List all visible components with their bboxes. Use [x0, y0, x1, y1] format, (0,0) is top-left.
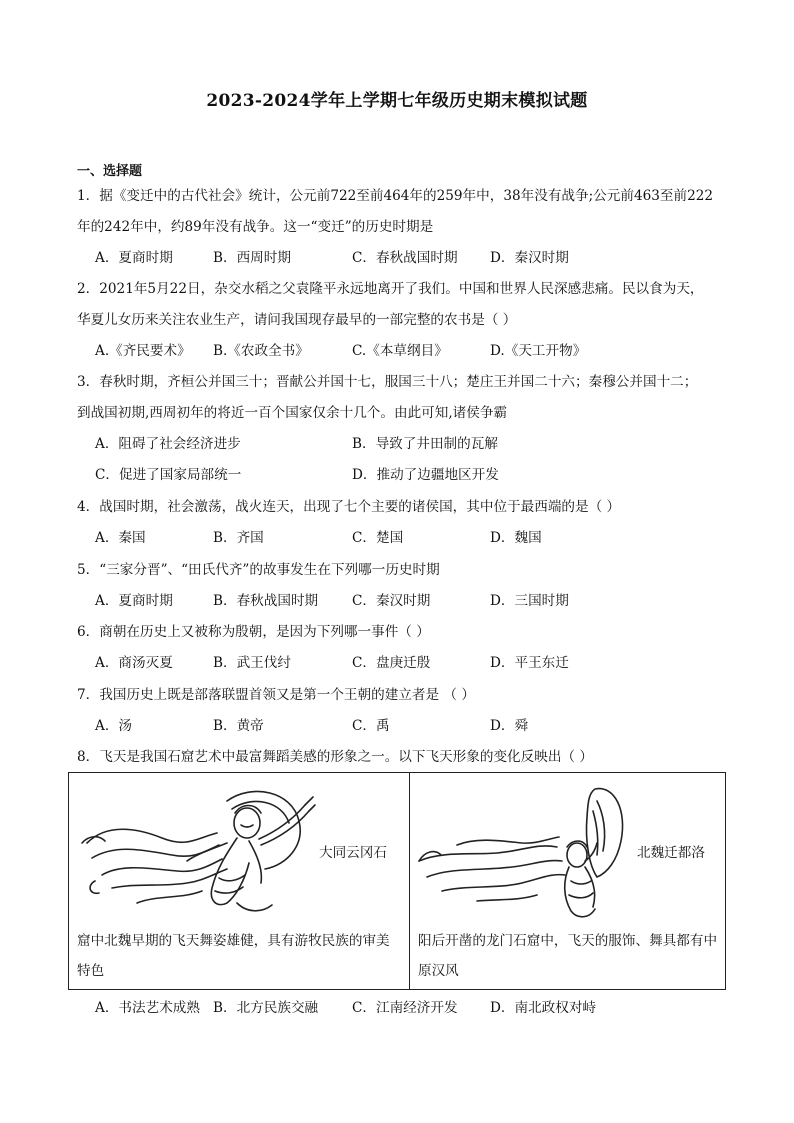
left-figure-label: 大同云冈石 [319, 845, 387, 861]
q5-line-1: 5．“三家分晋”、“田氏代齐”的故事发生在下列哪一历史时期 [77, 562, 440, 578]
q6-option-b: B．武王伐纣 [213, 655, 291, 671]
q3-option-a: A．阻碍了社会经济进步 [95, 436, 241, 452]
q5-option-b: B．春秋战国时期 [213, 593, 319, 609]
q8-option-c: C．江南经济开发 [352, 1000, 458, 1016]
q8-line-1: 8．飞天是我国石窟艺术中最富舞蹈美感的形象之一。以下飞天形象的变化反映出（ ） [77, 749, 593, 765]
q6-line-1: 6．商朝在历史上又被称为殷朝，是因为下列哪一事件（ ） [77, 624, 430, 640]
q5-option-c: C．秦汉时期 [352, 593, 431, 609]
q7-line-1: 7．我国历史上既是部落联盟首领又是第一个王朝的建立者是 （ ） [77, 687, 475, 703]
page-title: 2023-2024学年上学期七年级历史期末模拟试题 [206, 91, 588, 111]
q6-option-a: A．商汤灭夏 [95, 655, 173, 671]
q7-option-a: A．汤 [95, 718, 133, 734]
q1-line-2: 年的242年中，约89年没有战争。这一“变迁”的历史时期是 [77, 219, 434, 235]
apsara-figure-table [68, 772, 726, 990]
q6-option-c: C．盘庚迁殷 [352, 655, 431, 671]
q4-option-a: A．秦国 [95, 530, 146, 546]
q1-option-d: D．秦汉时期 [490, 250, 569, 266]
q2-line-2: 华夏儿女历来关注农业生产，请问我国现存最早的一部完整的农书是（ ） [77, 312, 517, 328]
section-heading: 一、选择题 [77, 164, 143, 179]
q8-option-a: A．书法艺术成熟 [95, 1000, 200, 1016]
right-figure-label: 北魏迁都洛 [637, 845, 705, 861]
q8-option-b: B．北方民族交融 [213, 1000, 319, 1016]
left-caption-line-2: 特色 [77, 963, 105, 979]
q8-option-d: D．南北政权对峙 [490, 1000, 597, 1016]
q2-line-1: 2．2021年5月22日，杂交水稻之父袁隆平永远地离开了我们。中国和世界人民深感悲痛。民以食为天， [77, 281, 704, 297]
q2-option-b: B.《农政全书》 [213, 343, 309, 359]
q4-option-b: B．齐国 [213, 530, 264, 546]
q2-option-a: A.《齐民要术》 [95, 343, 191, 359]
q7-option-b: B．黄帝 [213, 718, 264, 734]
right-caption-line-1: 阳后开凿的龙门石窟中，飞天的服饰、舞具都有中 [418, 933, 718, 949]
q3-option-c: C．促进了国家局部统一 [95, 467, 242, 483]
q3-option-d: D．推动了边疆地区开发 [352, 467, 499, 483]
q1-option-a: A．夏商时期 [95, 250, 173, 266]
q3-line-1: 3．春秋时期，齐桓公并国三十；晋献公并国十七，服国三十八；楚庄王并国二十六；秦穆公并国十二； [77, 374, 698, 390]
left-caption-line-1: 窟中北魏早期的飞天舞姿雄健，具有游牧民族的审美 [77, 933, 390, 949]
q1-line-1: 1．据《变迁中的古代社会》统计，公元前722至前464年的259年中，38年没有战争;公元前463至前222 [77, 188, 714, 204]
q2-option-d: D.《天工开物》 [490, 343, 587, 359]
q3-option-b: B．导致了井田制的瓦解 [352, 436, 498, 452]
q6-option-d: D．平王东迁 [490, 655, 569, 671]
q4-option-d: D．魏国 [490, 530, 542, 546]
right-caption-line-2: 原汉风 [418, 963, 459, 979]
yungang-apsara-image [77, 783, 317, 923]
q7-option-c: C．禹 [352, 718, 390, 734]
q2-option-c: C.《本草纲目》 [352, 343, 448, 359]
q3-line-2: 到战国初期,西周初年的将近一百个国家仅余十几个。由此可知,诸侯争霸 [77, 405, 508, 421]
q4-line-1: 4．战国时期，社会激荡，战火连天，出现了七个主要的诸侯国，其中位于最西端的是（ ） [77, 499, 621, 515]
q5-option-a: A．夏商时期 [95, 593, 173, 609]
q1-option-c: C．春秋战国时期 [352, 250, 458, 266]
q5-option-d: D．三国时期 [490, 593, 569, 609]
figure-divider [409, 773, 410, 989]
q4-option-c: C．楚国 [352, 530, 404, 546]
q1-option-b: B．西周时期 [213, 250, 291, 266]
q7-option-d: D．舜 [490, 718, 529, 734]
longmen-apsara-image [417, 781, 637, 926]
